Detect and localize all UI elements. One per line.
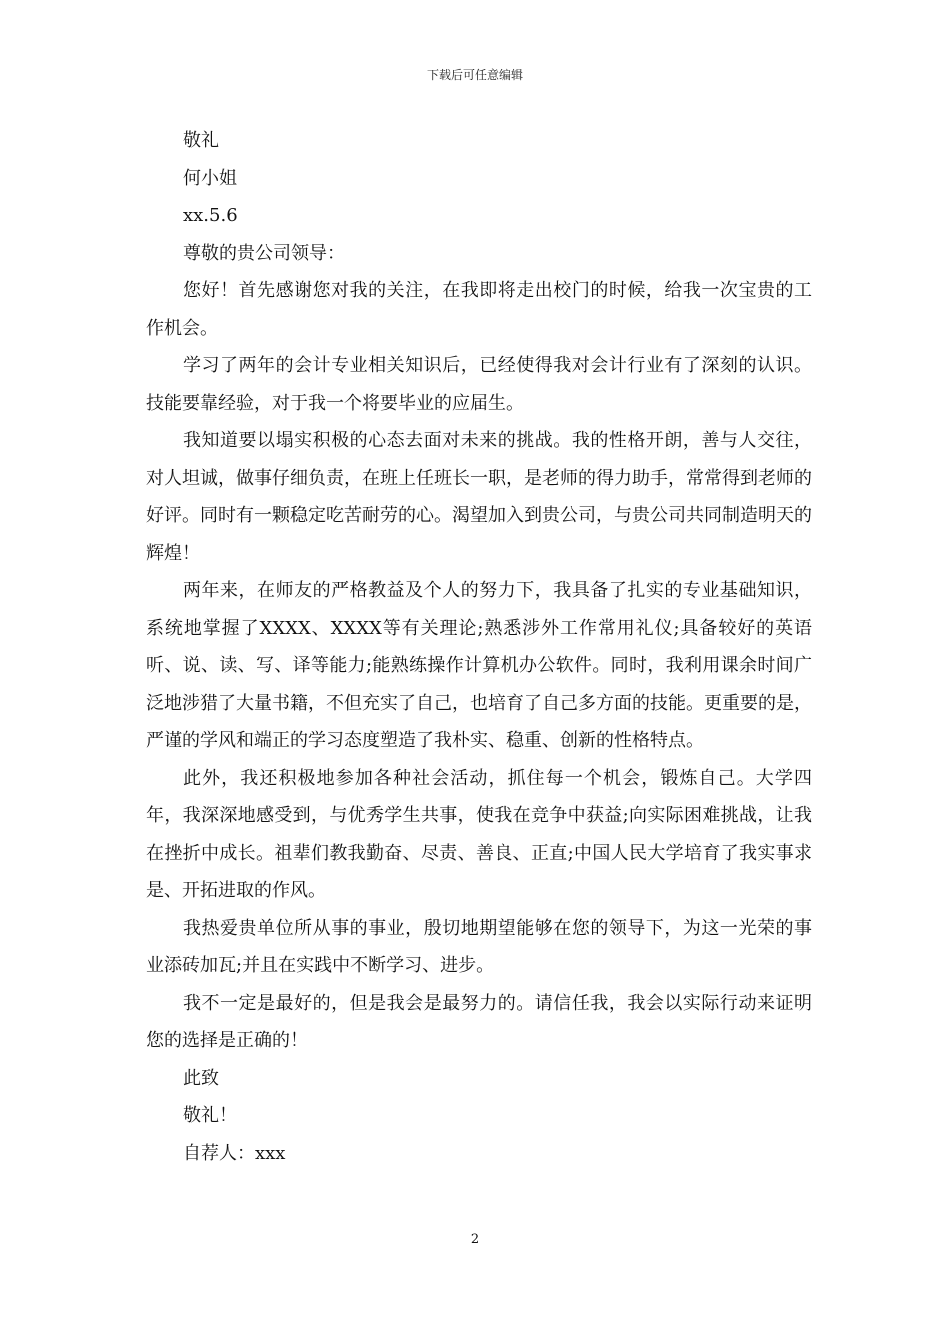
closing-line: 敬礼！ [183, 1105, 237, 1126]
paragraph: 两年来，在师友的严格教益及个人的努力下，我具备了扎实的专业基础知识，系统地掌握了XXXX、XXXX等有关理论;熟悉涉外工作常用礼仪;具备较好的英语听、说、读、写、译等能力;能熟练操作计算机办公软件。同时，我利用课余时间广泛地涉猎了大量书籍，不但充实了自己，也培育了自己多方面的技能。更重要的是，严谨的学风和端正的学习态度塑造了我朴实、稳重、创新的性格特点。 [146, 580, 812, 751]
letter-date: xx.5.6 [183, 205, 238, 226]
page-number: 2 [470, 1232, 480, 1247]
sender-name: 何小姐 [183, 167, 237, 189]
closing-line: 敬礼 [183, 130, 219, 151]
paragraph: 此外，我还积极地参加各种社会活动，抓住每一个机会，锻炼自己。大学四年，我深深地感受到，与优秀学生共事，使我在竞争中获益;向实际困难挑战，让我在挫折中成长。祖辈们教我勤奋、尽责、善良、正直;中国人民大学培育了我实事求是、开拓进取的作风。 [146, 767, 812, 901]
paragraph: 您好！首先感谢您对我的关注，在我即将走出校门的时候，给我一次宝贵的工作机会。 [146, 280, 812, 339]
paragraph: 我热爱贵单位所从事的事业，殷切地期望能够在您的领导下，为这一光荣的事业添砖加瓦;并且在实践中不断学习、进步。 [146, 917, 812, 976]
letter-body [146, 122, 812, 1172]
page-header: 下载后可任意编辑 [426, 68, 523, 82]
paragraph: 学习了两年的会计专业相关知识后，已经使得我对会计行业有了深刻的认识。技能要靠经验，对于我一个将要毕业的应届生。 [146, 355, 812, 414]
paragraph: 我不一定是最好的，但是我会是最努力的。请信任我，我会以实际行动来证明您的选择是正确的！ [146, 992, 812, 1051]
signature: 自荐人：xxx [183, 1142, 286, 1164]
paragraph: 我知道要以塌实积极的心态去面对未来的挑战。我的性格开朗，善与人交往，对人坦诚，做事仔细负责，在班上任班长一职，是老师的得力助手，常常得到老师的好评。同时有一颗稳定吃苦耐劳的心。渴望加入到贵公司，与贵公司共同制造明天的辉煌！ [146, 430, 812, 564]
salutation: 尊敬的贵公司领导： [183, 242, 345, 264]
closing-line: 此致 [183, 1067, 219, 1089]
